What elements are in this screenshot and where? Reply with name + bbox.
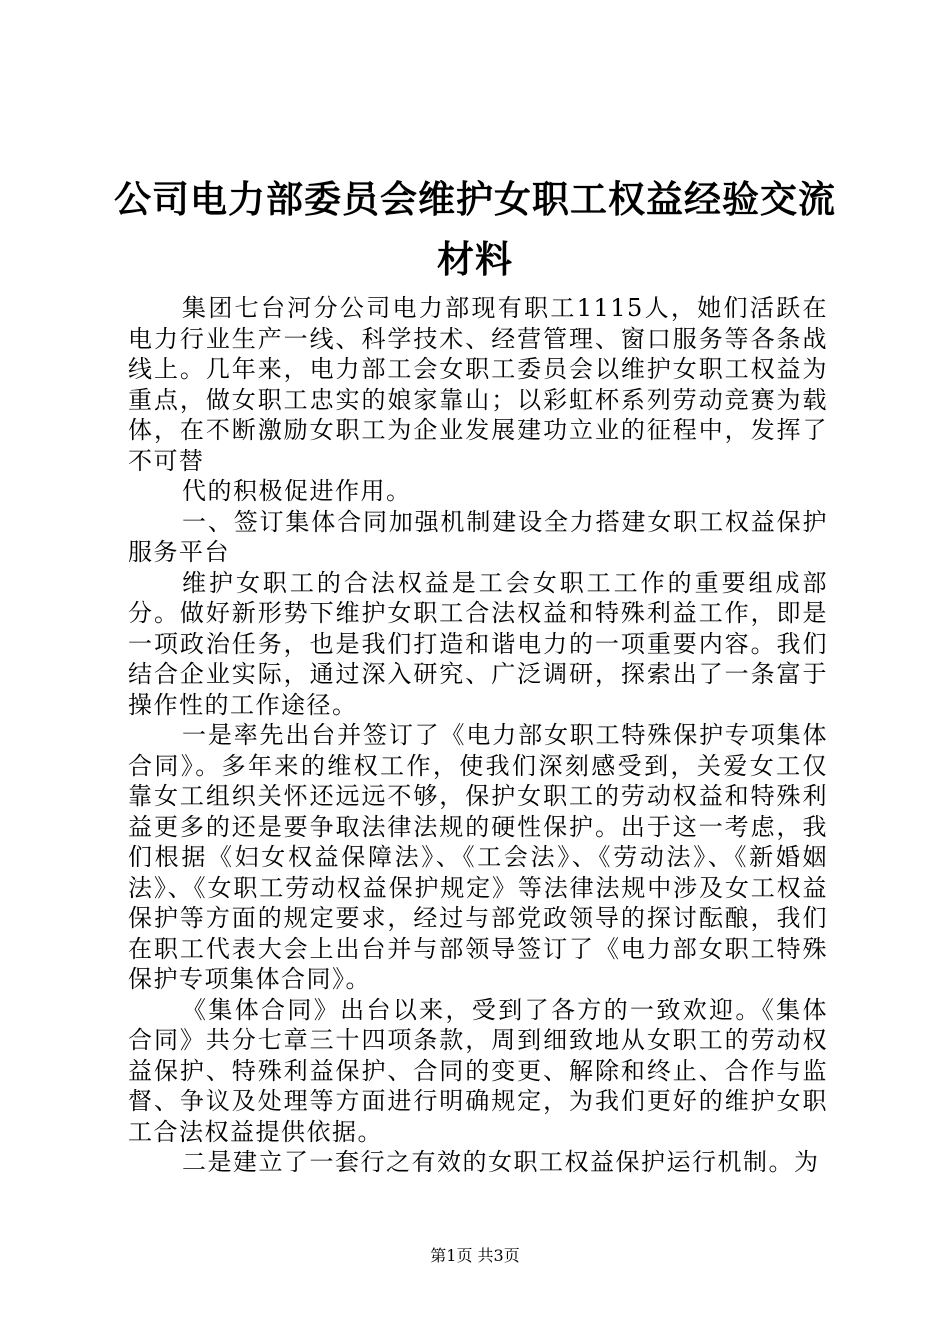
paragraph: 《集体合同》出台以来，受到了各方的一致欢迎。《集体合同》共分七章三十四项条款，周到细致地从女职工的劳动权益保护、特殊利益保护、合同的变更、解除和终止、合作与监督、争议及处理等方面进行明确规定，为我们更好的维护女职工合法权益提供依据。 (128, 995, 828, 1146)
paragraph: 一是率先出台并签订了《电力部女职工特殊保护专项集体合同》。多年来的维权工作，使我们深刻感受到，关爱女工仅靠女工组织关怀还远远不够，保护女职工的劳动权益和特殊利益更多的还是要争取法律法规的硬性保护。出于这一考虑，我们根据《妇女权益保障法》、《工会法》、《劳动法》、《新婚姻法》、《女职工劳动权益保护规定》等法律法规中涉及女工权益保护等方面的规定要求，经过与部党政领导的探讨酝酿，我们在职工代表大会上出台并与部领导签订了《电力部女职工特殊保护专项集体合同》。 (128, 721, 828, 993)
document-body (128, 293, 828, 1178)
paragraph: 维护女职工的合法权益是工会女职工工作的重要组成部分。做好新形势下维护女职工合法权益和特殊利益工作，即是一项政治任务，也是我们打造和谐电力的一项重要内容。我们结合企业实际，通过深入研究、广泛调研，探索出了一条富于操作性的工作途径。 (128, 568, 828, 719)
page-footer: 第1页 共3页 (430, 1246, 520, 1265)
paragraph: 代的积极促进作用。 (182, 477, 412, 505)
section-heading: 一、签订集体合同加强机制建设全力搭建女职工权益保护服务平台 (128, 507, 828, 566)
document-title: 公司电力部委员会维护女职工权益经验交流材料 (114, 178, 836, 281)
paragraph: 集团七台河分公司电力部现有职工1115人，她们活跃在电力行业生产一线、科学技术、经营管理、窗口服务等各条战线上。几年来，电力部工会女职工委员会以维护女职工权益为重点，做女职工忠实的娘家靠山；以彩虹杯系列劳动竞赛为载体，在不断激励女职工为企业发展建功立业的征程中，发挥了不可替 (128, 294, 828, 475)
paragraph: 二是建立了一套行之有效的女职工权益保护运行机制。为 (182, 1148, 820, 1176)
